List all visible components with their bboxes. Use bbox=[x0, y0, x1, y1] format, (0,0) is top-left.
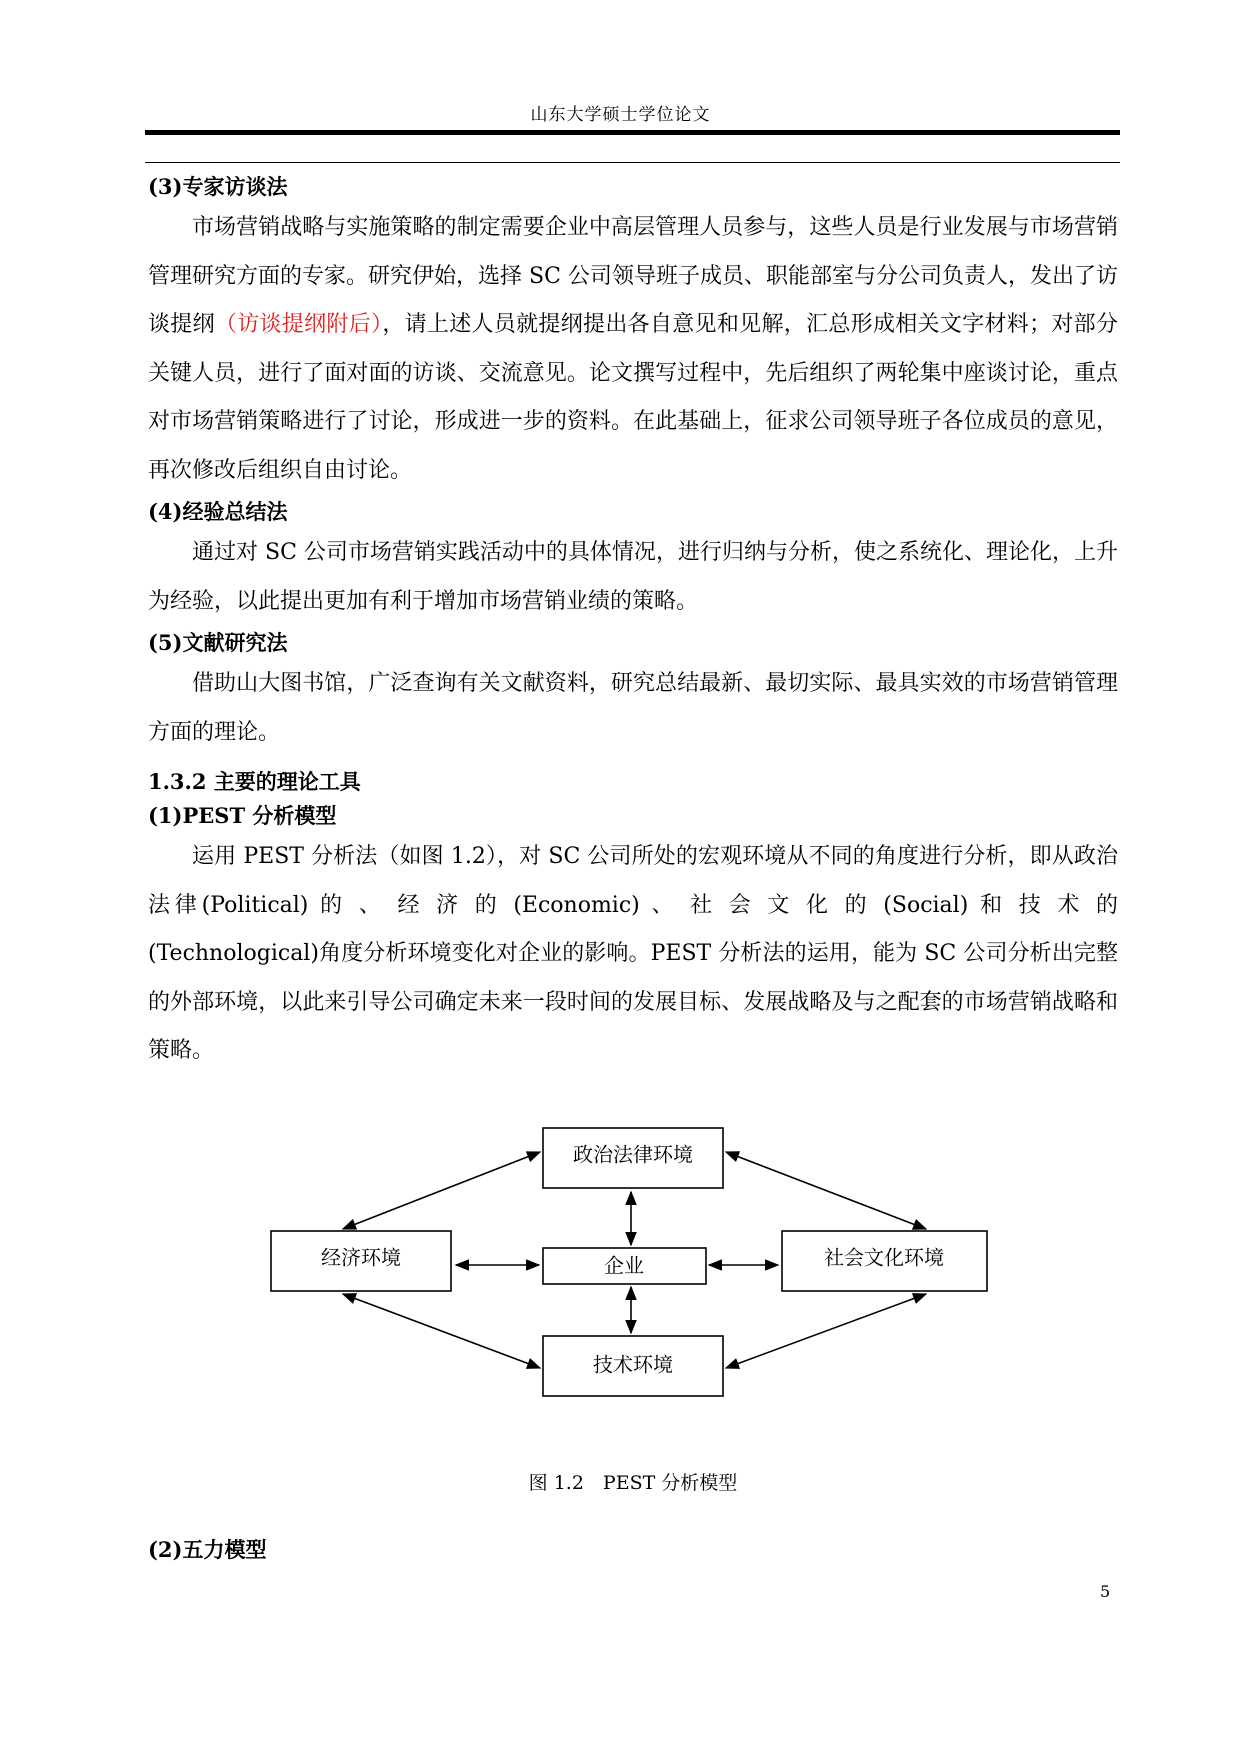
section-heading-five-forces: (2)五力模型 bbox=[148, 1536, 267, 1562]
label-political: 政治法律环境 bbox=[573, 1142, 693, 1166]
paragraph-experience-summary: 通过对 SC 公司市场营销实践活动中的具体情况，进行归纳与分析，使之系统化、理论化，上升为经验，以此提出更加有利于增加市场营销业绩的策略。 bbox=[148, 540, 1118, 614]
pest-diagram bbox=[148, 1116, 1118, 1456]
text-run: 市场营销战略与实施策略的制定需要企业中高层管理人员参与，这些人员是行业发展与市场营销管理研究方面的专家。研究伊始，选择 SC 公司领导班子成员、职能部室与分公司负责人，发出了访谈提纲 bbox=[148, 215, 1118, 337]
pest-diagram-svg bbox=[148, 1116, 1118, 1456]
subsection-heading: 1.3.2 主要的理论工具 bbox=[148, 769, 361, 794]
paragraph-expert-interview bbox=[148, 204, 1118, 495]
label-social: 社会文化环境 bbox=[824, 1245, 944, 1269]
page-content bbox=[148, 170, 1118, 1567]
paragraph-pest: 运用 PEST 分析法（如图 1.2），对 SC 公司所处的宏观环境从不同的角度进行分析，即从政治法律(Political) 的 、 经 济 的 (Economic) 、 社 会 文 化 的 (Social) 和 技 术 的(Technological)角度分析环境变化对企业的影响。PEST 分析法的运用，能为 SC 公司分析出完整的外部环境，以此来引导公司确定未来一段时间的发展目标、发展战略及与之配套的市场营销战略和策略。 bbox=[148, 844, 1118, 1063]
label-economic: 经济环境 bbox=[321, 1245, 401, 1269]
label-technological: 技术环境 bbox=[593, 1352, 673, 1376]
paragraph-literature-research: 借助山大图书馆，广泛查询有关文献资料，研究总结最新、最切实际、最具实效的市场营销管理方面的理论。 bbox=[148, 671, 1118, 745]
label-enterprise: 企业 bbox=[604, 1253, 644, 1277]
section-heading-expert-interview: (3)专家访谈法 bbox=[148, 174, 288, 199]
item-heading-pest: (1)PEST 分析模型 bbox=[148, 803, 337, 828]
arrow-social-technological bbox=[726, 1294, 926, 1368]
figure-caption: 图 1.2 PEST 分析模型 bbox=[528, 1471, 738, 1494]
header-rule-thick bbox=[145, 130, 1120, 135]
arrow-political-economic bbox=[343, 1152, 540, 1229]
arrow-economic-technological bbox=[343, 1294, 540, 1368]
header-rule-thin bbox=[145, 162, 1120, 163]
text-run: ，请上述人员就提纲提出各自意见和见解，汇总形成相关文字材料；对部分关键人员，进行了面对面的访谈、交流意见。论文撰写过程中，先后组织了两轮集中座谈讨论，重点对市场营销策略进行了讨论，形成进一步的资料。在此基础上，征求公司领导班子各位成员的意见，再次修改后组织自由讨论。 bbox=[148, 312, 1118, 483]
section-heading-literature-research: (5)文献研究法 bbox=[148, 630, 288, 655]
running-header: 山东大学硕士学位论文 bbox=[530, 105, 711, 125]
page-number: 5 bbox=[1100, 1582, 1111, 1601]
highlighted-note: （访谈提纲附后） bbox=[214, 312, 383, 337]
arrow-political-social bbox=[726, 1152, 926, 1229]
section-heading-experience-summary: (4)经验总结法 bbox=[148, 499, 288, 524]
